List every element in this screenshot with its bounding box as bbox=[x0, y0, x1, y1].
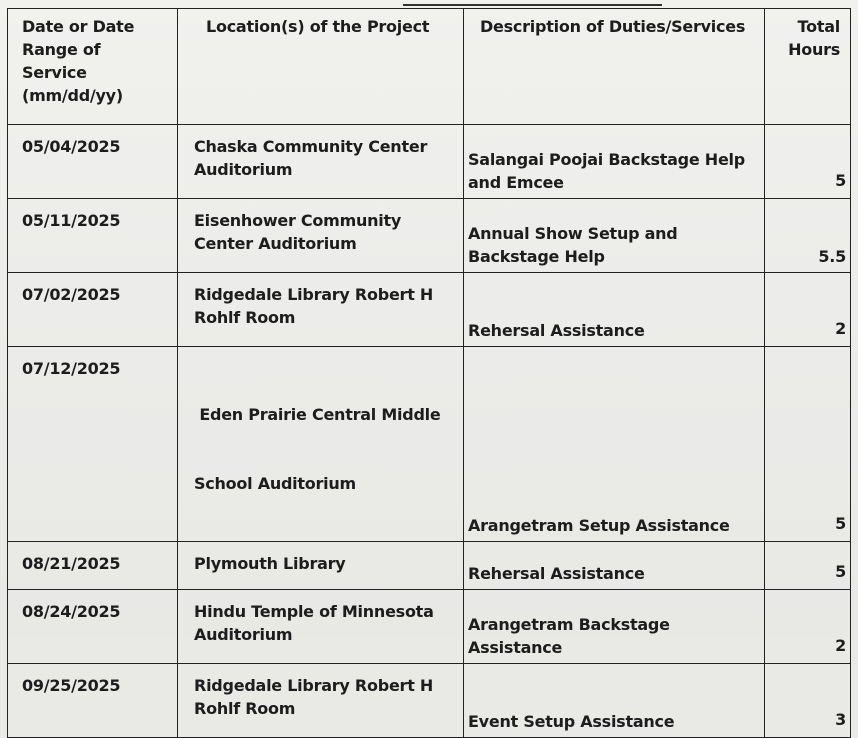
row-location-line: Plymouth Library bbox=[194, 554, 346, 573]
table-row bbox=[8, 199, 851, 273]
table-row bbox=[8, 273, 851, 347]
row-hours: 2 bbox=[765, 273, 851, 347]
row-location-line: School Auditorium bbox=[194, 474, 356, 493]
header-hours-line-2: Hours bbox=[788, 40, 840, 59]
row-description bbox=[464, 542, 765, 590]
table-row bbox=[8, 664, 851, 738]
cropped-header-strip bbox=[0, 0, 858, 8]
row-location-line: Auditorium bbox=[194, 160, 293, 179]
row-description-line: Assistance bbox=[468, 638, 563, 657]
row-description bbox=[464, 347, 765, 542]
header-date-line-3: Service bbox=[22, 63, 87, 82]
row-description-line: Arangetram Backstage bbox=[468, 615, 670, 634]
header-location bbox=[178, 9, 464, 125]
row-location-line: Ridgedale Library Robert H bbox=[194, 676, 434, 695]
header-hours-line-1: Total bbox=[797, 17, 840, 36]
row-location-line: Eisenhower Community bbox=[194, 211, 402, 230]
row-description-line: Arangetram Setup Assistance bbox=[468, 516, 730, 535]
table-row bbox=[8, 125, 851, 199]
header-location-label: Location(s) of the Project bbox=[206, 17, 430, 36]
header-description bbox=[464, 9, 765, 125]
header-description-label: Description of Duties/Services bbox=[480, 17, 746, 36]
table-row bbox=[8, 542, 851, 590]
row-location bbox=[178, 199, 464, 273]
row-hours: 2 bbox=[765, 590, 851, 664]
row-description-line: Backstage Help bbox=[468, 247, 605, 266]
table-row bbox=[8, 590, 851, 664]
row-description bbox=[464, 199, 765, 273]
row-description bbox=[464, 664, 765, 738]
row-location bbox=[178, 590, 464, 664]
row-date: 05/11/2025 bbox=[8, 199, 178, 273]
row-description-line: Event Setup Assistance bbox=[468, 712, 675, 731]
row-date: 09/25/2025 bbox=[8, 664, 178, 738]
row-description bbox=[464, 125, 765, 199]
row-date: 07/12/2025 bbox=[8, 347, 178, 542]
row-location bbox=[178, 542, 464, 590]
header-date-line-1: Date or Date bbox=[22, 17, 135, 36]
row-location-line: Chaska Community Center bbox=[194, 137, 428, 156]
row-hours: 3 bbox=[765, 664, 851, 738]
row-location-line: Auditorium bbox=[194, 625, 293, 644]
row-location bbox=[178, 664, 464, 738]
row-date: 05/04/2025 bbox=[8, 125, 178, 199]
row-location-line: Ridgedale Library Robert H bbox=[194, 285, 434, 304]
row-date: 08/24/2025 bbox=[8, 590, 178, 664]
row-location-line: Eden Prairie Central Middle bbox=[194, 405, 441, 424]
row-description bbox=[464, 590, 765, 664]
row-hours: 5 bbox=[765, 542, 851, 590]
row-location-line: Rohlf Room bbox=[194, 308, 296, 327]
header-date-line-4: (mm/dd/yy) bbox=[22, 86, 123, 105]
header-date-line-2: Range of bbox=[22, 40, 101, 59]
row-hours: 5.5 bbox=[765, 199, 851, 273]
header-hours bbox=[765, 9, 851, 125]
row-description-line: Annual Show Setup and bbox=[468, 224, 678, 243]
volunteer-hours-table bbox=[7, 8, 851, 738]
row-hours: 5 bbox=[765, 125, 851, 199]
row-location bbox=[178, 125, 464, 199]
row-location bbox=[178, 347, 464, 542]
row-description-line: Rehersal Assistance bbox=[468, 321, 645, 340]
row-location-line: Hindu Temple of Minnesota bbox=[194, 602, 434, 621]
row-date: 07/02/2025 bbox=[8, 273, 178, 347]
row-description-line: and Emcee bbox=[468, 173, 564, 192]
row-location bbox=[178, 273, 464, 347]
row-description-line: Rehersal Assistance bbox=[468, 564, 645, 583]
row-location-line: Rohlf Room bbox=[194, 699, 296, 718]
header-date bbox=[8, 9, 178, 125]
row-location-line: Center Auditorium bbox=[194, 234, 357, 253]
row-hours: 5 bbox=[765, 347, 851, 542]
table-row bbox=[8, 347, 851, 542]
row-description bbox=[464, 273, 765, 347]
row-date: 08/21/2025 bbox=[8, 542, 178, 590]
header-row bbox=[8, 9, 851, 125]
row-description-line: Salangai Poojai Backstage Help bbox=[468, 150, 745, 169]
cropped-underline bbox=[403, 4, 662, 6]
